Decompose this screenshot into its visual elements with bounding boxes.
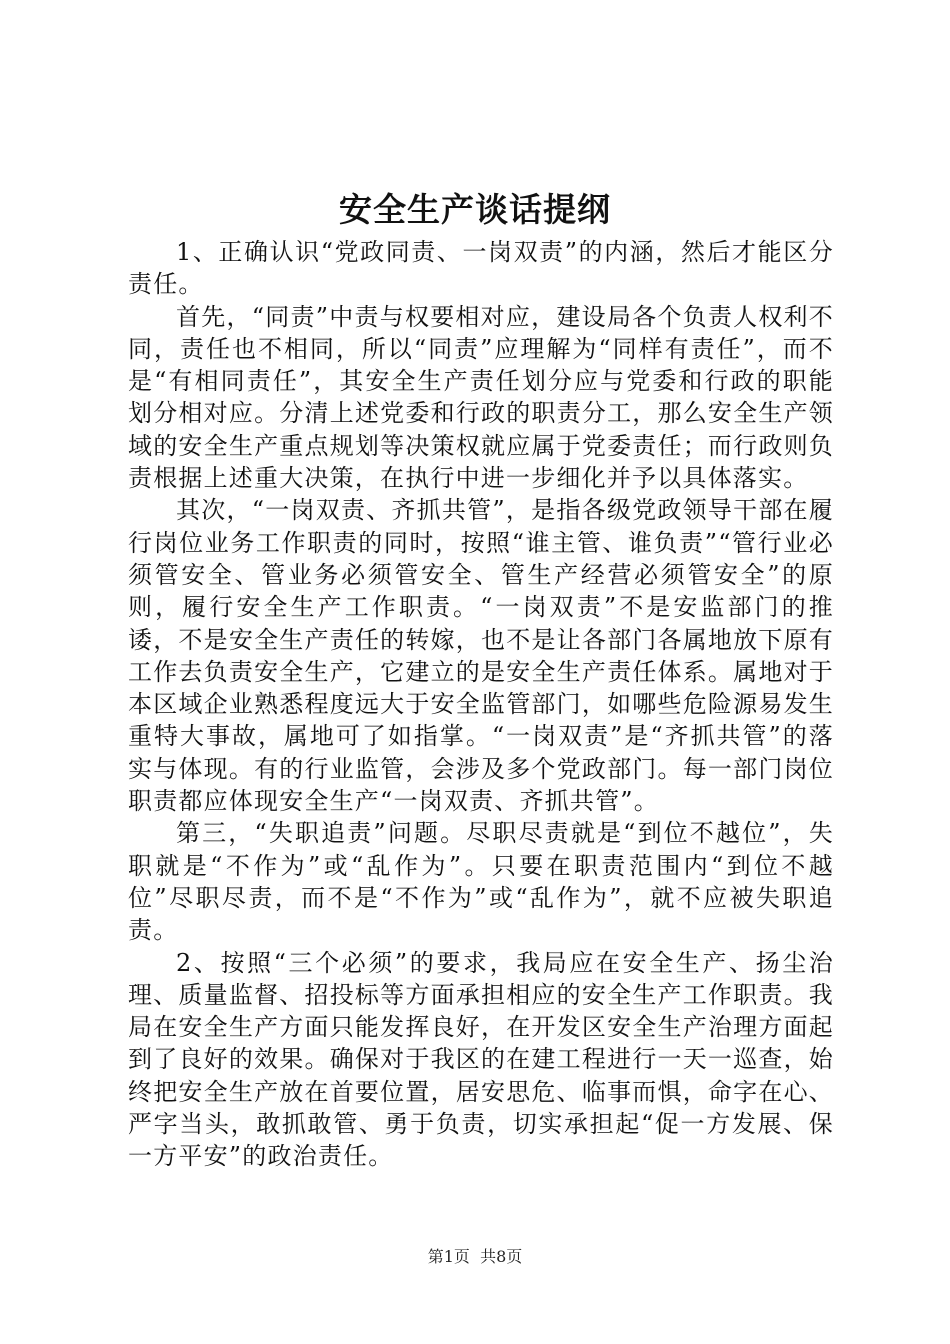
paragraph: 1、正确认识“党政同责、一岗双责”的内涵，然后才能区分责任。	[128, 238, 834, 299]
paragraph: 首先，“同责”中责与权要相对应，建设局各个负责人权利不同，责任也不相同，所以“同责”应理解为“同样有责任”，而不是“有相同责任”，其安全生产责任划分应与党委和行政的职能划分相对应。分清上述党委和行政的职责分工，那么安全生产领域的安全生产重点规划等决策权就应属于党委责任；而行政则负责根据上述重大决策，在执行中进一步细化并予以具体落实。	[128, 302, 834, 493]
document-title: 安全生产谈话提纲	[339, 190, 611, 229]
page-number: 第1页	[427, 1247, 470, 1266]
paragraph: 其次，“一岗双责、齐抓共管”，是指各级党政领导干部在履行岗位业务工作职责的同时，按照“谁主管、谁负责”“管行业必须管安全、管业务必须管安全、管生产经营必须管安全”的原则，履行安全生产工作职责。“一岗双责”不是安监部门的推诿，不是安全生产责任的转嫁，也不是让各部门各属地放下原有工作去负责安全生产，它建立的是安全生产责任体系。属地对于本区域企业熟悉程度远大于安全监管部门，如哪些危险源易发生重特大事故，属地可了如指掌。“一岗双责”是“齐抓共管”的落实与体现。有的行业监管，会涉及多个党政部门。每一部门岗位职责都应体现安全生产“一岗双责、齐抓共管”。	[128, 496, 834, 816]
document-body	[128, 236, 834, 1173]
paragraph: 第三，“失职追责”问题。尽职尽责就是“到位不越位”，失职就是“不作为”或“乱作为”。只要在职责范围内“到位不越位”尽职尽责，而不是“不作为”或“乱作为”，就不应被失职追责。	[128, 819, 834, 945]
page-total: 共8页	[480, 1247, 523, 1266]
footer-gap	[470, 1247, 480, 1266]
paragraph: 2、按照“三个必须”的要求，我局应在安全生产、扬尘治理、质量监督、招投标等方面承担相应的安全生产工作职责。我局在安全生产方面只能发挥良好，在开发区安全生产治理方面起到了良好的效果。确保对于我区的在建工程进行一天一巡查，始终把安全生产放在首要位置，居安思危、临事而惧，命字在心、严字当头，敢抓敢管、勇于负责，切实承担起“促一方发展、保一方平安”的政治责任。	[128, 948, 834, 1171]
page-footer	[0, 1244, 950, 1267]
